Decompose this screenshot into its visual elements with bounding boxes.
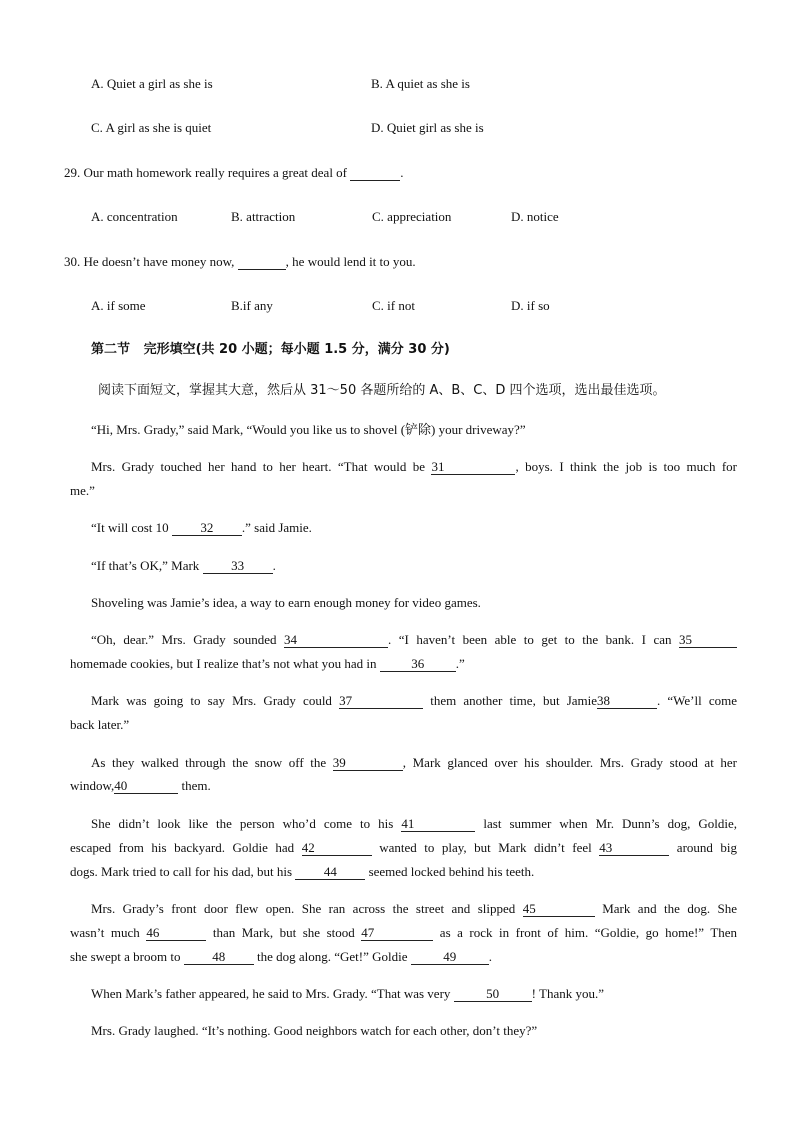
passage-paragraph-8 bbox=[91, 755, 737, 771]
passage-text: She didn’t look like the person who’d come to his bbox=[91, 816, 394, 831]
passage-paragraph-10 bbox=[91, 901, 737, 917]
passage-paragraph-5: Shoveling was Jamie’s idea, a way to earn enough money for video games. bbox=[91, 595, 481, 610]
passage-text: When Mark’s father appeared, he said to Mrs. Grady. “That was very bbox=[91, 986, 451, 1001]
q30-stem-b: , he would lend it to you. bbox=[285, 254, 416, 269]
passage-text: . “I haven’t been able to get to the bank. I can bbox=[388, 632, 672, 647]
q28-option-a: A. Quiet a girl as she is bbox=[91, 76, 213, 91]
passage-text: . bbox=[272, 558, 276, 573]
question-29 bbox=[64, 165, 404, 181]
passage-paragraph-2 bbox=[91, 459, 737, 475]
passage-text: them another time, but Jamie bbox=[430, 693, 598, 708]
passage-text: Mrs. Grady’s front door flew open. She ran across the street and slipped bbox=[91, 901, 516, 916]
passage-text: “If that’s OK,” Mark bbox=[91, 558, 200, 573]
blank-43: 43 bbox=[599, 841, 669, 856]
q30-stem-a: 30. He doesn’t have money now, bbox=[64, 254, 235, 269]
blank-41: 41 bbox=[401, 817, 475, 832]
passage-text: the dog along. “Get!” Goldie bbox=[256, 949, 408, 964]
passage-paragraph-12: Mrs. Grady laughed. “It’s nothing. Good neighbors watch for each other, don’t they?” bbox=[91, 1023, 538, 1038]
passage-paragraph-6-cont bbox=[70, 656, 465, 672]
blank-34: 34 bbox=[284, 633, 388, 648]
q29-end: . bbox=[400, 165, 404, 180]
q28-option-c: C. A girl as she is quiet bbox=[91, 120, 212, 135]
passage-paragraph-7 bbox=[91, 693, 737, 709]
passage-paragraph-9 bbox=[91, 816, 737, 832]
q30-option-a: A. if some bbox=[91, 298, 146, 313]
passage-text: .” bbox=[455, 656, 465, 671]
passage-text: window, bbox=[70, 778, 115, 793]
blank-36: 36 bbox=[380, 657, 456, 672]
passage-paragraph-3 bbox=[91, 520, 312, 536]
blank-33: 33 bbox=[203, 559, 273, 574]
passage-text: Mark and the dog. She bbox=[602, 901, 738, 916]
passage-text: . bbox=[488, 949, 493, 964]
passage-paragraph-1: “Hi, Mrs. Grady,” said Mark, “Would you like us to shovel (铲除) your driveway?” bbox=[91, 422, 526, 437]
blank-44: 44 bbox=[295, 865, 365, 880]
question-30 bbox=[64, 254, 416, 270]
passage-paragraph-9-cont bbox=[70, 840, 737, 856]
passage-paragraph-10-end bbox=[70, 949, 492, 965]
q30-blank bbox=[238, 255, 286, 270]
passage-text: she swept a broom to bbox=[70, 949, 181, 964]
section-instruction: 阅读下面短文，掌握其大意，然后从 31～50 各题所给的 A、B、C、D 四个选项，选出最佳选项。 bbox=[98, 383, 666, 398]
q30-option-c: C. if not bbox=[372, 298, 415, 313]
passage-text: seemed locked behind his teeth. bbox=[368, 864, 535, 879]
passage-text: around big bbox=[676, 840, 738, 855]
q28-option-d: D. Quiet girl as she is bbox=[371, 120, 484, 135]
blank-42: 42 bbox=[302, 841, 372, 856]
passage-text: “Oh, dear.” Mrs. Grady sounded bbox=[91, 632, 277, 647]
q30-option-b: B.if any bbox=[231, 298, 273, 313]
blank-32: 32 bbox=[172, 521, 242, 536]
blank-37: 37 bbox=[339, 694, 423, 709]
blank-35: 35 bbox=[679, 633, 737, 648]
blank-45: 45 bbox=[523, 902, 595, 917]
passage-text: “It will cost 10 bbox=[91, 520, 169, 535]
blank-40: 40 bbox=[114, 779, 178, 794]
passage-paragraph-6 bbox=[91, 632, 737, 648]
passage-paragraph-10-cont bbox=[70, 925, 737, 941]
passage-text: than Mark, but she stood bbox=[212, 925, 355, 940]
passage-text: wanted to play, but Mark didn’t feel bbox=[379, 840, 592, 855]
blank-31: 31 bbox=[431, 460, 515, 475]
blank-47: 47 bbox=[361, 926, 433, 941]
passage-paragraph-8-cont bbox=[70, 778, 211, 794]
passage-text: dogs. Mark tried to call for his dad, but his bbox=[70, 864, 293, 879]
passage-text: .” said Jamie. bbox=[241, 520, 312, 535]
q28-option-b: B. A quiet as she is bbox=[371, 76, 470, 91]
q30-option-d: D. if so bbox=[511, 298, 550, 313]
q29-blank bbox=[350, 166, 400, 181]
passage-text: . “We’ll come bbox=[657, 693, 738, 708]
passage-paragraph-9-end bbox=[70, 864, 534, 880]
blank-48: 48 bbox=[184, 950, 254, 965]
passage-text: last summer when Mr. Dunn’s dog, Goldie, bbox=[483, 816, 738, 831]
passage-text: , Mark glanced over his shoulder. Mrs. Grady stood at her bbox=[402, 755, 738, 770]
passage-text: escaped from his backyard. Goldie had bbox=[70, 840, 295, 855]
q29-option-c: C. appreciation bbox=[372, 209, 452, 224]
q29-stem: 29. Our math homework really requires a great deal of bbox=[64, 165, 348, 180]
blank-39: 39 bbox=[333, 756, 403, 771]
blank-38: 38 bbox=[597, 694, 657, 709]
passage-paragraph-11 bbox=[91, 986, 604, 1002]
passage-text: as a rock in front of him. “Goldie, go home!” Then bbox=[439, 925, 738, 940]
section-heading: 第二节 完形填空(共 20 小题；每小题 1.5 分，满分 30 分) bbox=[91, 342, 450, 357]
passage-text: As they walked through the snow off the bbox=[91, 755, 327, 770]
passage-text: homemade cookies, but I realize that’s not what you had in bbox=[70, 656, 377, 671]
passage-text: them. bbox=[181, 778, 211, 793]
passage-text: , boys. I think the job is too much for bbox=[515, 459, 738, 474]
passage-text: Mark was going to say Mrs. Grady could bbox=[91, 693, 332, 708]
blank-49: 49 bbox=[411, 950, 489, 965]
passage-text: Mrs. Grady touched her hand to her heart. “That would be bbox=[91, 459, 426, 474]
q29-option-d: D. notice bbox=[511, 209, 559, 224]
q29-option-b: B. attraction bbox=[231, 209, 296, 224]
passage-paragraph-4 bbox=[91, 558, 276, 574]
passage-text: me.” bbox=[70, 483, 95, 498]
passage-text: wasn’t much bbox=[70, 925, 140, 940]
passage-text: back later.” bbox=[70, 717, 130, 732]
blank-50: 50 bbox=[454, 987, 532, 1002]
passage-text: ! Thank you.” bbox=[531, 986, 604, 1001]
blank-46: 46 bbox=[146, 926, 206, 941]
q29-option-a: A. concentration bbox=[91, 209, 178, 224]
